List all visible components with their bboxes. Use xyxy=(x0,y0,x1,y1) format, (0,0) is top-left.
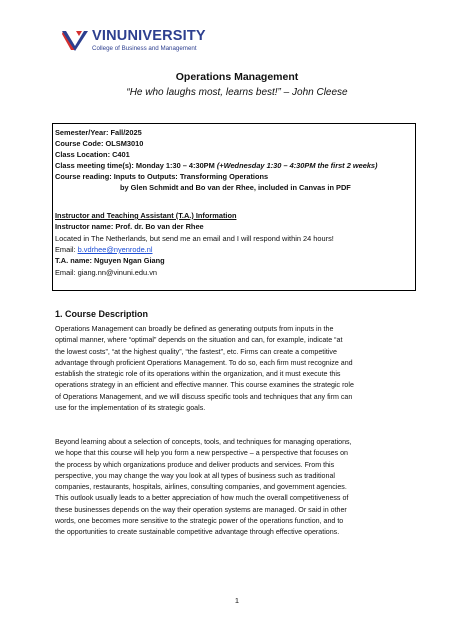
course-description-paragraph-2 xyxy=(55,437,425,539)
meeting-time-label: Class meeting time(s): Monday 1:30 – 4:30PM xyxy=(55,161,217,170)
page-number: 1 xyxy=(234,596,240,605)
paragraph-line: companies, restaurants, hospitals, airlines, consulting companies, and government agencies. xyxy=(55,483,347,492)
university-logo xyxy=(62,26,212,56)
course-reading-authors: by Glen Schmidt and Bo van der Rhee, included in Canvas in PDF xyxy=(120,183,351,192)
paragraph-line: perspective, you may change the way you look at all types of business such as traditional xyxy=(55,471,335,480)
logo-name: VINUNIVERSITY xyxy=(92,28,206,44)
instructor-email-link[interactable]: b.vdrhee@nyenrode.nl xyxy=(77,245,153,254)
paragraph-line: Operations Management can broadly be defined as generating outputs from inputs in the xyxy=(55,325,334,333)
ta-name: T.A. name: Nguyen Ngan Giang xyxy=(55,256,165,265)
class-location-line: Class Location: C401 xyxy=(55,150,130,159)
paragraph-line: of Operations Management, and we will discuss specific tools and techniques that any firm can xyxy=(55,392,353,401)
paragraph-line: use for the implementation of its strategic goals. xyxy=(55,404,206,413)
meeting-time-line xyxy=(55,161,378,171)
paragraph-line: operations strategy in an efficient and effective manner. This course examines the strategic role xyxy=(55,381,354,390)
document-title: Operations Management xyxy=(175,71,299,83)
document-quote: “He who laughs most, learns best!” – John Cleese xyxy=(126,87,348,98)
course-description-paragraph-1 xyxy=(55,324,425,414)
course-reading-line: Course reading: Inputs to Outputs: Transforming Operations xyxy=(55,172,269,181)
instructor-email-line xyxy=(55,245,152,255)
semester-line: Semester/Year: Fall/2025 xyxy=(55,128,142,137)
instructor-location-note: Located in The Netherlands, but send me an email and I will respond within 24 hours! xyxy=(55,234,334,243)
paragraph-line: advantage through proficient Operations Management. To do so, each firm must recognize and xyxy=(55,358,353,367)
paragraph-line: optimal manner, where “optimal” depends on the situation and can, for example, indicate “at xyxy=(55,336,343,345)
logo-mark-icon xyxy=(62,26,90,52)
paragraph-line: the process by which organizations produce and deliver products and services. From this xyxy=(55,460,335,469)
paragraph-line: the lowest costs”, “at the highest quality”, “the fastest”, etc. Firms can create a competitive xyxy=(55,347,337,356)
paragraph-line: establish the strategic role of its operations within the organization, and it must execute this xyxy=(55,370,341,379)
instructor-name: Instructor name: Prof. dr. Bo van der Rhee xyxy=(55,222,204,231)
course-code-line: Course Code: OLSM3010 xyxy=(55,139,144,148)
paragraph-line: these businesses depends on the way their operation systems are managed. Or said in other xyxy=(55,505,347,514)
logo-subtitle: College of Business and Management xyxy=(92,45,197,52)
paragraph-line: we hope that this course will help you form a new perspective – a perspective that focuses on xyxy=(55,449,348,458)
instructor-email-label: Email: xyxy=(55,245,78,254)
meeting-time-extra: (+Wednesday 1:30 – 4:30PM the first 2 weeks) xyxy=(216,161,378,170)
ta-email-line: Email: giang.nn@vinuni.edu.vn xyxy=(55,268,158,277)
paragraph-line: This outlook usually leads to a better appreciation of how much the overall competitiveness of xyxy=(55,494,349,503)
instructor-heading: Instructor and Teaching Assistant (T.A.) Information xyxy=(55,211,237,220)
paragraph-line: Beyond learning about a selection of concepts, tools, and techniques for managing operations, xyxy=(55,438,352,446)
paragraph-line: words, one becomes more sensitive to the strategic power of the operations function, and to xyxy=(55,517,344,526)
paragraph-line: the opportunities to create sustainable competitive advantage through effective operations. xyxy=(55,528,340,537)
section-heading: 1. Course Description xyxy=(55,309,149,319)
